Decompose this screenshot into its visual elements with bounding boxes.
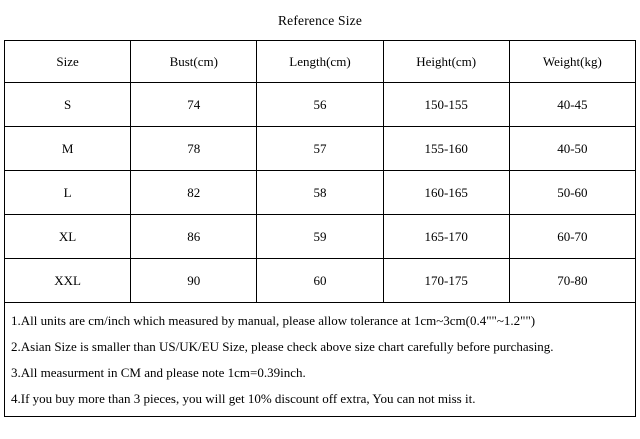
cell-length: 59 (257, 215, 383, 259)
cell-size: L (5, 171, 131, 215)
column-header-bust: Bust(cm) (131, 41, 257, 83)
cell-height: 165-170 (383, 215, 509, 259)
note-item: 3.All measurment in CM and please note 1cm=0.39inch. (11, 365, 306, 380)
cell-length: 58 (257, 171, 383, 215)
note-item: 4.If you buy more than 3 pieces, you will get 10% discount off extra, You can not miss it. (11, 391, 476, 406)
table-header-row (5, 41, 636, 83)
cell-length: 60 (257, 259, 383, 303)
notes-section (4, 303, 636, 417)
size-table (4, 40, 636, 303)
note-item: 2.Asian Size is smaller than US/UK/EU Size, please check above size chart carefully before purchasing. (11, 339, 554, 354)
table-row (5, 83, 636, 127)
cell-height: 170-175 (383, 259, 509, 303)
cell-weight: 40-50 (509, 127, 635, 171)
column-header-length: Length(cm) (257, 41, 383, 83)
column-header-weight: Weight(kg) (509, 41, 635, 83)
cell-height: 160-165 (383, 171, 509, 215)
cell-weight: 60-70 (509, 215, 635, 259)
table-row (5, 259, 636, 303)
cell-weight: 50-60 (509, 171, 635, 215)
table-row (5, 171, 636, 215)
cell-length: 56 (257, 83, 383, 127)
cell-weight: 40-45 (509, 83, 635, 127)
note-item: 1.All units are cm/inch which measured by manual, please allow tolerance at 1cm~3cm(0.4""~1.2"") (11, 313, 536, 328)
page-title: Reference Size (277, 13, 363, 28)
cell-bust: 86 (131, 215, 257, 259)
cell-bust: 74 (131, 83, 257, 127)
cell-bust: 90 (131, 259, 257, 303)
cell-weight: 70-80 (509, 259, 635, 303)
cell-bust: 82 (131, 171, 257, 215)
column-header-height: Height(cm) (383, 41, 509, 83)
cell-length: 57 (257, 127, 383, 171)
cell-size: XL (5, 215, 131, 259)
table-row (5, 215, 636, 259)
cell-height: 155-160 (383, 127, 509, 171)
cell-size: M (5, 127, 131, 171)
cell-size: XXL (5, 259, 131, 303)
column-header-size: Size (5, 41, 131, 83)
cell-size: S (5, 83, 131, 127)
cell-bust: 78 (131, 127, 257, 171)
cell-height: 150-155 (383, 83, 509, 127)
table-row (5, 127, 636, 171)
